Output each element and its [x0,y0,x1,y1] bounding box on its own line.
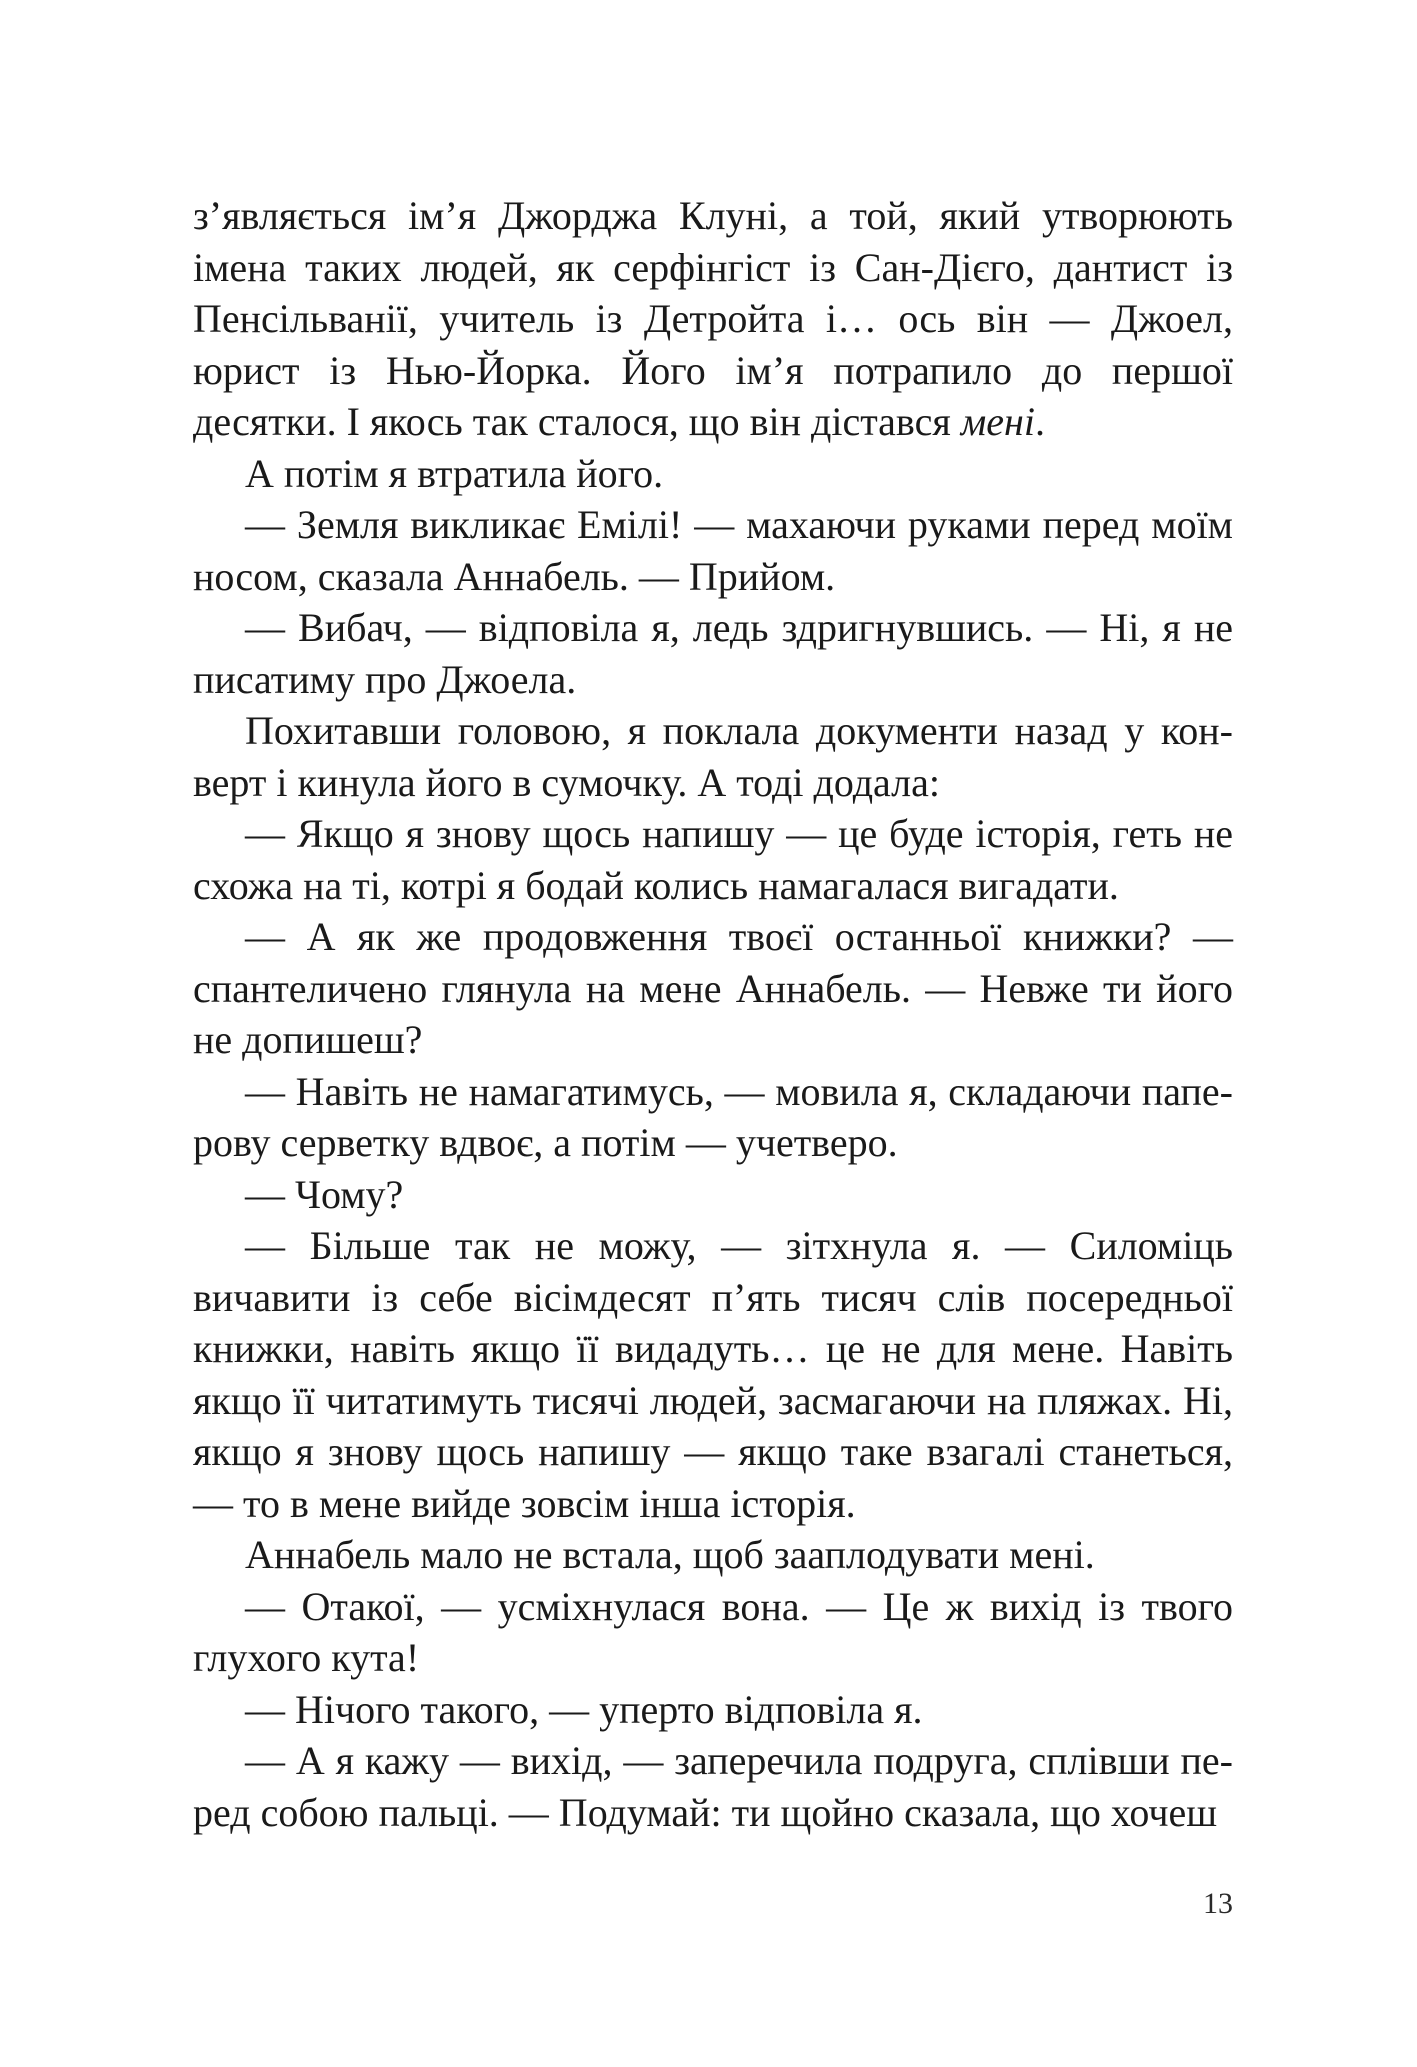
paragraph: — А я кажу — вихід, — заперечила подруга, сплівши перед собою пальці. — Подумай: ти щойно сказала, що хочеш [193,1738,1233,1835]
paragraph-text: з’являється ім’я Джорджа Клуні, а той, який утворюють імена таких людей, як серфінгіст із Сан-Дієго, дантист із Пенсільванії, учитель із Детройта і… ось він — Джоел, юрист із Нью-Йорка. Його ім’я потрапило до першої десятки. І якось так сталося, що він дістався [193,193,1233,444]
paragraph: Аннабель мало не встала, щоб зааплодувати мені. [245,1532,1095,1577]
paragraph: — Отакої, — усміхнулася вона. — Це ж вихід із твого глухого кута! [193,1583,1233,1680]
paragraph: — Навіть не намагатимусь, — мовила я, складаючи паперову серветку вдвоє, а потім — учетверо. [193,1068,1233,1165]
paragraph-text-end: . [1034,399,1045,444]
paragraph: — Чому? [245,1171,404,1217]
emphasis-text: мені [960,399,1035,444]
paragraph [193,190,1233,448]
body-text [193,190,1233,1838]
paragraph: А потім я втратила його. [245,450,664,496]
page-number: 13 [1203,1887,1233,1920]
paragraph: — А як же продовження твоєї останньої книжки? — спантеличено глянула на мене Аннабель. — Невже ти його не допишеш? [193,914,1233,1062]
paragraph: Похитавши головою, я поклала документи назад у конверт і кинула його в сумочку. А тоді додала: [193,708,1233,805]
paragraph: — Якщо я знову щось напишу — це буде історія, геть не схожа на ті, котрі я бодай колись намагалася вигадати. [193,811,1233,908]
paragraph: — Вибач, — відповіла я, ледь здригнувшись. — Ні, я не писатиму про Джоела. [193,605,1233,702]
paragraph: — Земля викликає Емілі! — махаючи руками перед моїм носом, сказала Аннабель. — Прийом. [193,502,1233,599]
paragraph: — Нічого такого, — уперто відповіла я. [245,1686,923,1732]
paragraph: — Більше так не можу, — зітхнула я. — Силоміць вичавити із себе вісімдесят п’ять тисяч слів посередньої книжки, навіть якщо її видадуть… це не для мене. Навіть якщо її читатимуть тисячі людей, засмагаючи на пляжах. Ні, якщо я знову щось напишу — якщо таке взагалі станеться, — то в мене вийде зовсім інша історія. [193,1223,1233,1526]
